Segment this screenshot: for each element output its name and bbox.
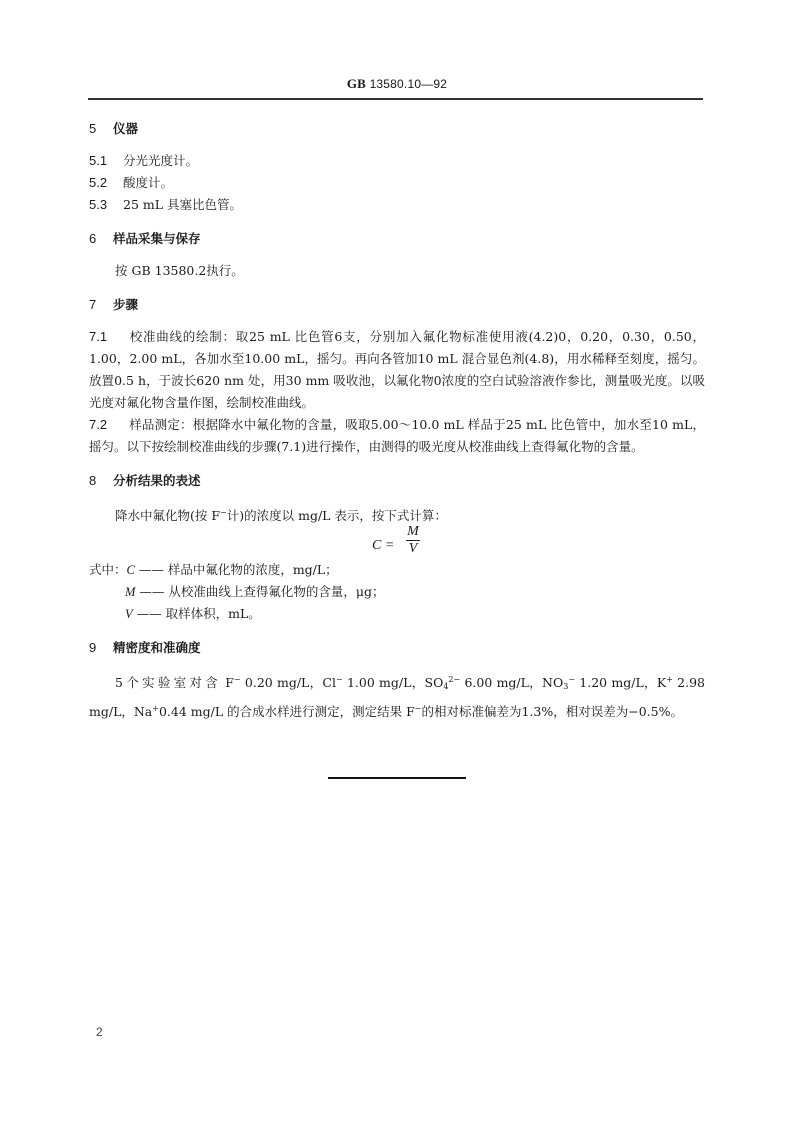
standard-code: 13580.10—92	[369, 77, 448, 91]
superscript: −	[336, 675, 343, 684]
definition-v	[89, 603, 705, 625]
text-run: 1.00 mg/L，SO	[342, 675, 444, 690]
text-run: 0.20 mg/L，Cl	[240, 675, 336, 690]
page-header	[0, 76, 794, 92]
section-number: 5	[89, 121, 97, 136]
formula-numerator: M	[407, 524, 419, 539]
text-run: 6.00 mg/L，NO	[460, 675, 564, 690]
subscript: 3	[563, 682, 569, 691]
definition-text: —— 取样体积，mL。	[136, 606, 261, 621]
item-number: 5.1	[89, 153, 108, 168]
text-run: 1.20 mg/L，K	[575, 675, 667, 690]
section-5-heading	[89, 118, 705, 140]
where-label: 式中：	[89, 562, 127, 577]
section-number: 7	[89, 297, 97, 312]
document-body	[89, 118, 705, 723]
symbol: M	[125, 585, 136, 599]
section-9-text	[89, 669, 705, 723]
superscript: −	[220, 508, 227, 517]
page-number: 2	[96, 1025, 103, 1039]
text-run: 2.98 mg/L，Na	[89, 675, 705, 719]
section-8-heading	[89, 470, 705, 492]
section-8-intro	[89, 502, 705, 527]
intro-text: 计)的浓度以 mg/L 表示，按下式计算：	[226, 508, 447, 523]
intro-text: 降水中氟化物(按 F	[115, 508, 221, 523]
text-run: 5个实验室对含	[115, 675, 221, 690]
section-title: 步骤	[113, 297, 139, 312]
section-6-heading	[89, 228, 705, 250]
item-5-1	[89, 150, 705, 172]
text-run: F	[220, 675, 234, 690]
standard-prefix: GB	[346, 76, 367, 91]
section-title: 精密度和准确度	[113, 640, 201, 655]
definition-m	[89, 581, 705, 603]
item-5-3	[89, 194, 705, 216]
item-text: 酸度计。	[123, 175, 174, 190]
item-text: 校准曲线的绘制：取25 mL 比色管6支，分别加入氟化物标准使用液(4.2)0，0.20，0.30，0.50，1.00，2.00 mL，各加水至10.00 mL，摇匀。再向各管加10 mL 混合显色剂(4.8)，用水稀释至刻度，摇匀。放置0.5 h，于波长620 nm 处，用30 mm 吸收池，以氟化物0浓度的空白试验溶液作参比，测量吸光度。以吸光度对氟化物含量作图，绘制校准曲线。	[89, 329, 705, 410]
superscript: −	[414, 704, 422, 713]
definition-text: —— 样品中氟化物的浓度，mg/L；	[138, 562, 338, 577]
item-number: 5.2	[89, 175, 108, 190]
definition-c	[89, 559, 705, 581]
superscript: +	[666, 675, 673, 684]
section-7-heading	[89, 294, 705, 316]
item-5-2	[89, 172, 705, 194]
superscript: +	[152, 704, 159, 713]
superscript: −	[568, 675, 576, 684]
section-number: 9	[89, 640, 97, 655]
formula	[89, 524, 705, 559]
section-title: 分析结果的表述	[113, 473, 201, 488]
item-number: 5.3	[89, 197, 108, 212]
section-number: 6	[89, 231, 97, 246]
text-run: 的相对标准偏差为1.3%，相对误差为	[421, 704, 629, 719]
item-number: 7.1	[89, 329, 108, 344]
item-7-2	[89, 414, 705, 458]
superscript: 2−	[448, 675, 461, 684]
symbol: C	[126, 563, 135, 577]
section-number: 8	[89, 473, 97, 488]
item-text: 分光光度计。	[123, 153, 199, 168]
section-9-heading	[89, 637, 705, 659]
formula-denominator: V	[408, 541, 418, 556]
end-of-document-rule	[328, 777, 466, 779]
subscript: 4	[443, 682, 449, 691]
item-text: 25 mL 具塞比色管。	[123, 197, 243, 212]
section-title: 样品采集与保存	[113, 231, 201, 246]
formula-lhs: C =	[372, 538, 395, 553]
text-run: 0.44 mg/L 的合成水样进行测定，测定结果 F	[158, 704, 415, 719]
text-run: −0.5%。	[628, 704, 683, 719]
definition-text: —— 从校准曲线上查得氟化物的含量，μg；	[139, 584, 385, 599]
header-rule	[88, 98, 703, 100]
variable-definitions	[89, 559, 705, 625]
item-text: 样品测定：根据降水中氟化物的含量，吸取5.00～10.0 mL 样品于25 mL 比色管中，加水至10 mL，摇匀。以下按绘制校准曲线的步骤(7.1)进行操作，由测得的吸光度从校准曲线上查得氟化物的含量。	[89, 417, 705, 454]
item-7-1	[89, 326, 705, 414]
superscript: −	[233, 675, 241, 684]
formula-fraction	[406, 525, 420, 556]
section-title: 仪器	[113, 121, 139, 136]
item-number: 7.2	[89, 417, 108, 432]
symbol: V	[125, 607, 133, 621]
section-6-text: 按 GB 13580.2执行。	[115, 263, 244, 278]
